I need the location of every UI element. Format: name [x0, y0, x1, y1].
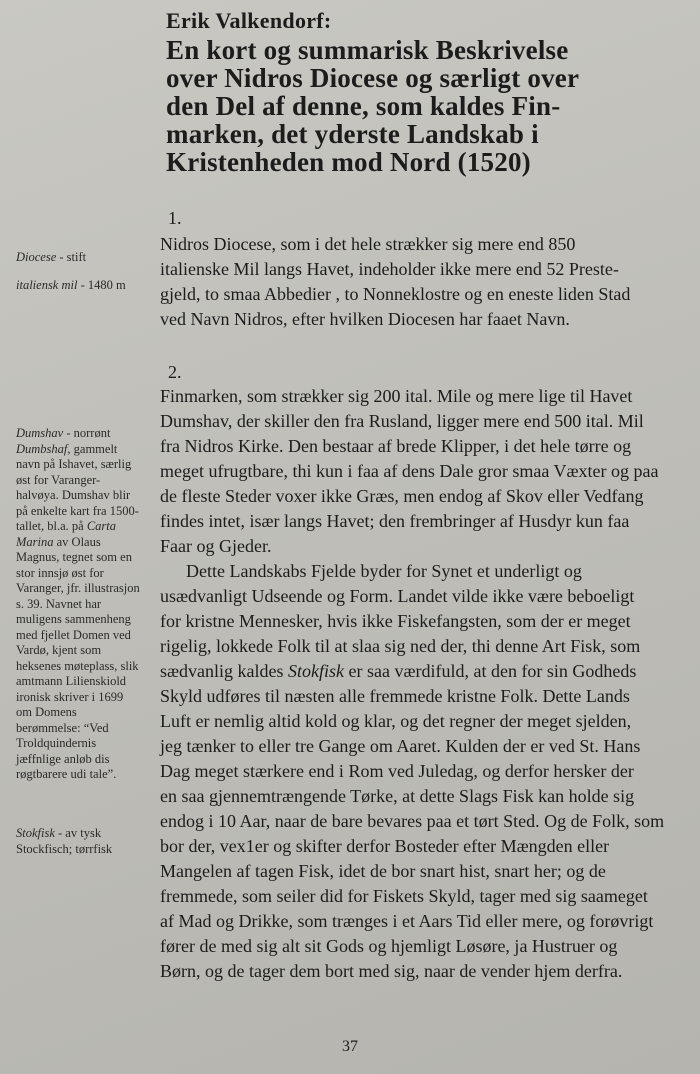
text-line: jeg tænker to eller tre Gange om Aaret. Kulden der er ved St. Hans — [160, 736, 641, 756]
text-line: fører de med sig alt sit Gods og hjemligt Løsøre, ja Hustruer og — [160, 936, 618, 956]
text-span: er saa værdifuld, at den for sin Godheds — [344, 661, 637, 681]
title-line: marken, det yderste Landskab i — [166, 119, 539, 149]
text-line: Faar og Gjeder. — [160, 536, 272, 556]
text-line: Luft er nemlig altid kold og klar, og det regner der meget sjelden, — [160, 711, 632, 731]
note-text: - norrønt — [63, 426, 111, 440]
text-line: endog i 10 Aar, naar de bare bevares paa et tørt Sted. Og de Folk, som — [160, 811, 665, 831]
text-line: Mangelen af tagen Fisk, idet de bor snart hist, snart her; og de — [160, 861, 606, 881]
text-line: bor der, vex1er og skifter derfor Bosteder efter Mængden eller — [160, 836, 610, 856]
text-line: Nidros Diocese, som i det hele strækker sig mere end 850 — [160, 234, 576, 254]
text-line: Skyld udføres til næsten alle fremmede kristne Folk. Dette Lands — [160, 686, 630, 706]
text-line: de fleste Steder voxer ikke Græs, men endog af Skov eller Vedfang — [160, 486, 644, 506]
note-term: Carta Marina — [16, 519, 116, 549]
text-line: Dette Landskabs Fjelde byder for Synet et underligt og — [186, 561, 582, 581]
title-line: En kort og summarisk Beskrivelse — [166, 35, 569, 65]
margin-note-mil — [16, 278, 156, 294]
text-line: Dumshav, der skiller den fra Rusland, ligger mere end 500 ital. Mil — [160, 411, 644, 431]
text-line: Dag meget stærkere end i Rom ved Juledag, og derfor hersker der — [160, 761, 634, 781]
note-text: - stift — [56, 250, 87, 264]
chapter-heading — [166, 8, 696, 176]
margin-note-stokfisk — [16, 826, 142, 857]
title-line: den Del af denne, som kaldes Fin- — [166, 91, 561, 121]
text-line: af Mad og Drikke, som trænges i et Aars Tid eller mere, og forøvrigt — [160, 911, 654, 931]
note-text: av Olaus Magnus, tegnet som en stor innsjø øst for Varanger, jfr. illustrasjon s. 39. Navnet har muligens sammenheng med fjellet Domen ved Vardø, kjent som heksenes møteplass, slik amtmann Lilienskiold ironisk skriver i 1699 om Domens berømmelse: “Ved Troldquindernis jæffnlige anløb dis røgtbarere udi tale”. — [16, 534, 140, 781]
note-term: Diocese — [16, 250, 57, 264]
note-text: - av tysk Stockfisch; tørrfisk — [16, 826, 113, 856]
text-line — [160, 659, 684, 684]
italic-term: Stokfisk — [288, 661, 344, 681]
author-name: Erik Valkendorf: — [166, 8, 332, 33]
text-line: meget ufrugtbare, thi kun i faa af dens Dale gror smaa Væxter og paa — [160, 461, 659, 481]
text-span: sædvanlig kaldes — [160, 661, 288, 681]
title-line: over Nidros Diocese og særligt over — [166, 63, 580, 93]
section-2-text — [160, 384, 684, 984]
text-line: gjeld, to smaa Abbedier , to Nonneklostre og en eneste liden Stad — [160, 284, 631, 304]
section-number: 1. — [168, 208, 182, 228]
section-number: 2. — [168, 362, 182, 382]
section-1-text — [160, 232, 684, 332]
note-term: Stokfisk — [16, 826, 55, 840]
margin-note-dumshav — [16, 426, 142, 783]
text-line: Finmarken, som strækker sig 200 ital. Mile og mere lige til Havet — [160, 386, 633, 406]
text-line: for kristne Mennesker, hvis ikke Fiskefangsten, som der er meget — [160, 611, 631, 631]
text-line: Børn, og de tager dem bort med sig, naar de vender hjem derfra. — [160, 961, 623, 981]
note-term: Dumshav — [16, 426, 64, 440]
title-line: Kristenheden mod Nord (1520) — [166, 147, 531, 177]
note-term: Dumbshaf — [16, 441, 68, 456]
text-line: en saa gjennemtrængende Tørke, at dette Slags Fisk kan holde sig — [160, 786, 635, 806]
text-line: italienske Mil langs Havet, indeholder ikke mere end 52 Preste- — [160, 259, 619, 279]
text-line: findes intet, især langs Havet; den frembringer af Husdyr kun faa — [160, 511, 630, 531]
note-text: - 1480 m — [77, 278, 126, 292]
text-line: fremmede, som seiler did for Fiskets Skyld, tager med sig saameget — [160, 886, 648, 906]
text-line: rigelig, lokkede Folk til at slaa sig ned der, thi denne Art Fisk, som — [160, 636, 641, 656]
text-line: ved Navn Nidros, efter hvilken Diocesen har faaet Navn. — [160, 309, 570, 329]
chapter-title — [166, 36, 696, 176]
text-line: usædvanligt Udseende og Form. Landet vilde ikke være beboeligt — [160, 586, 635, 606]
text-line: fra Nidros Kirke. Den bestaar af brede Klipper, i det hele tørre og — [160, 436, 632, 456]
note-term: italiensk mil — [16, 278, 78, 292]
page-number: 37 — [342, 1038, 358, 1055]
margin-note-diocese — [16, 250, 142, 266]
note-text: , gammelt navn på Ishavet, særlig øst for Varanger-halvøya. Dumshav blir på enkelte kart fra 1500-tallet, bl.a. på — [16, 441, 139, 533]
